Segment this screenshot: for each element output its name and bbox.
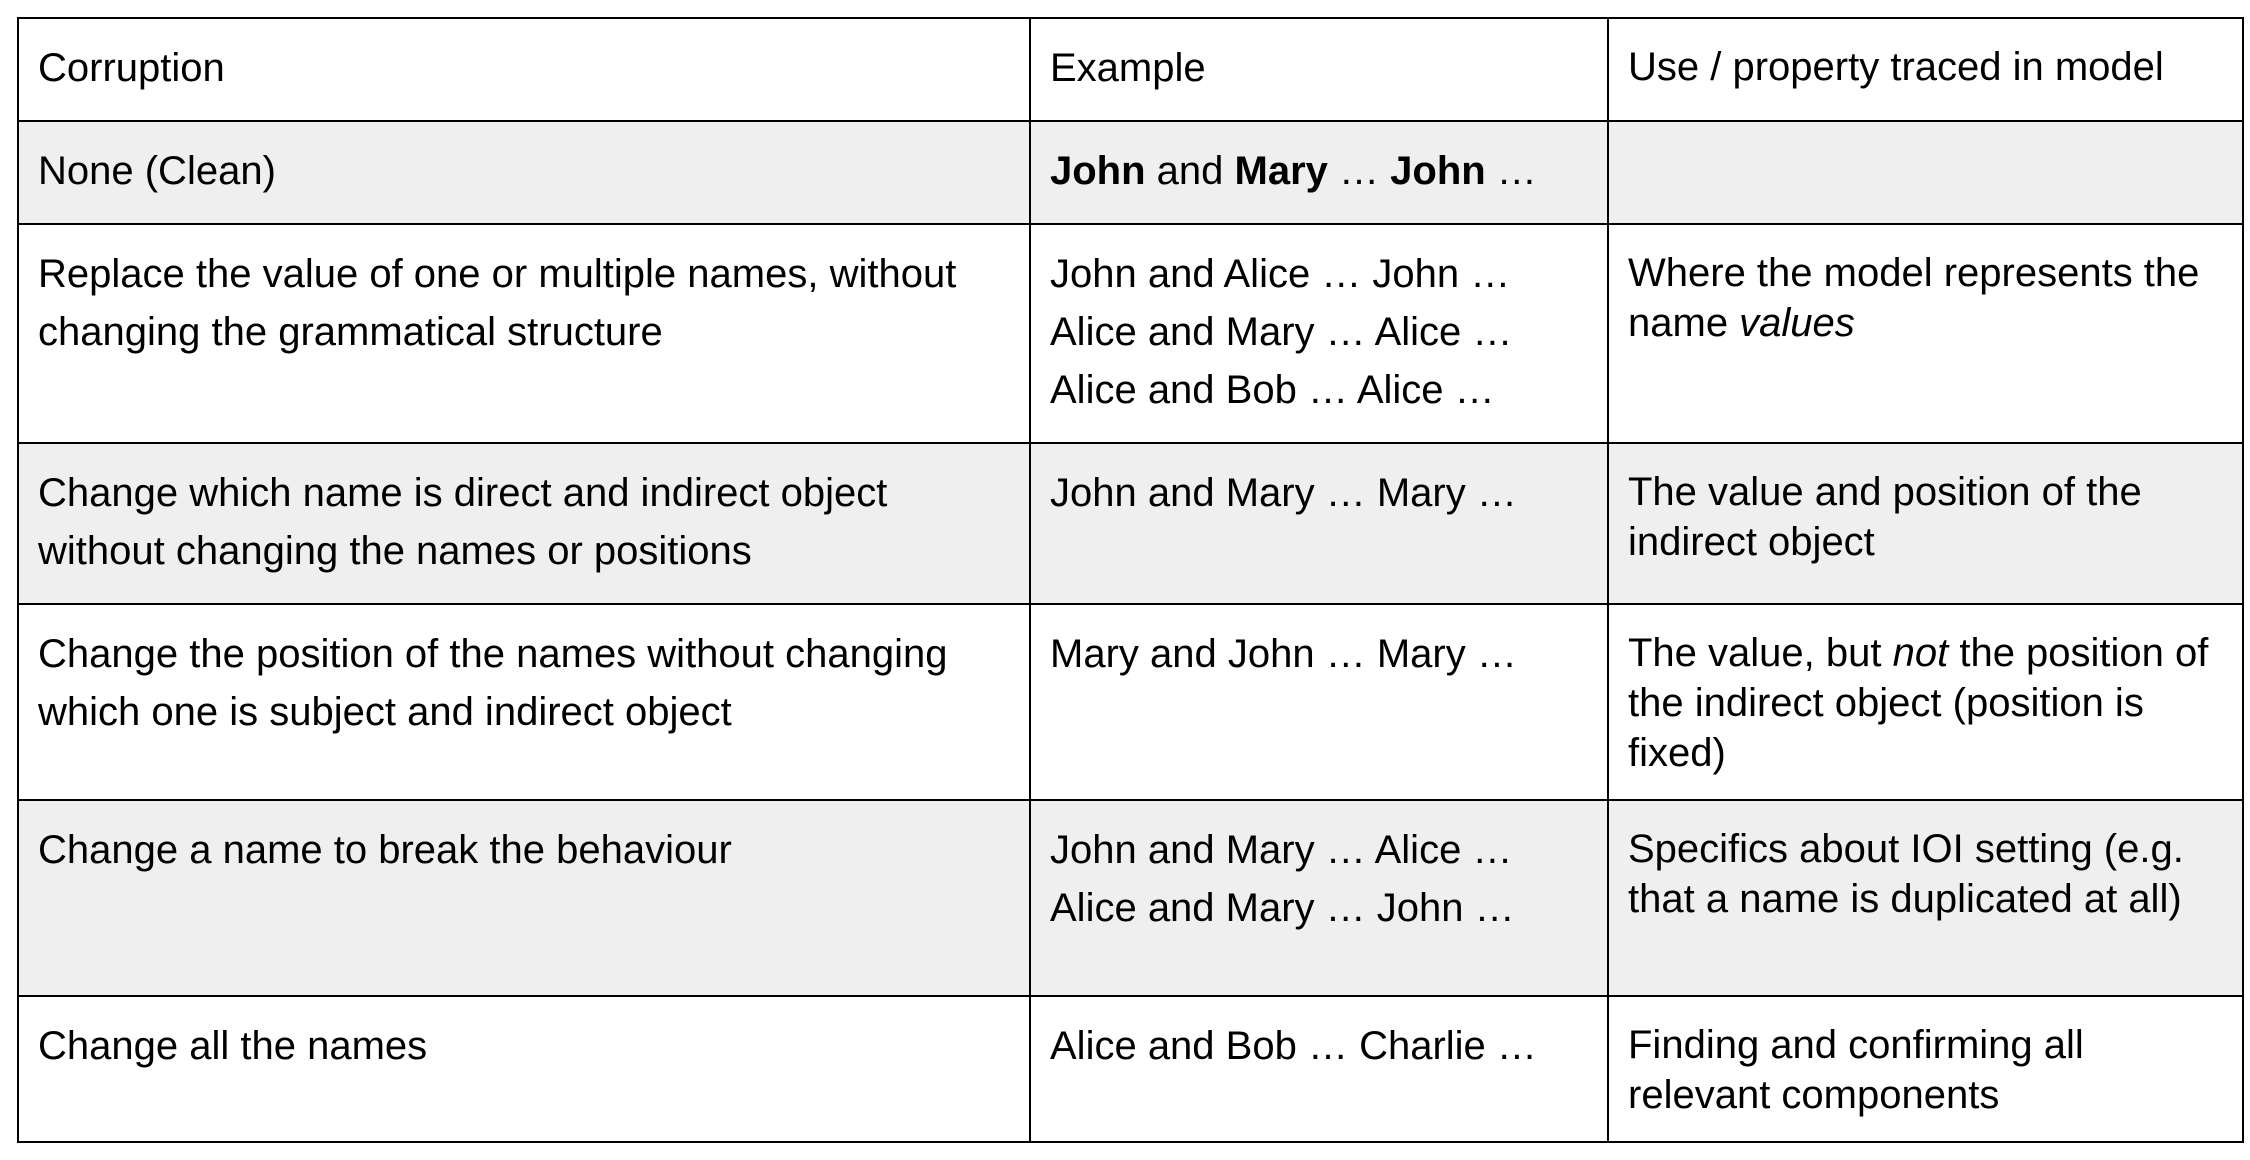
use-cell xyxy=(1608,224,2243,443)
example-name-bold: Mary xyxy=(1234,149,1328,193)
use-text: The value, but xyxy=(1628,631,1893,675)
example-line: Mary and John … Mary … xyxy=(1050,632,1517,676)
corruption-cell: Change a name to break the behaviour xyxy=(18,800,1030,996)
header-example: Example xyxy=(1030,18,1608,121)
example-line: John and Mary … Alice … xyxy=(1050,828,1513,872)
example-cell xyxy=(1030,443,1608,604)
example-line: John and Alice … John … xyxy=(1050,252,1511,296)
example-text: … xyxy=(1485,149,1537,193)
example-name-bold: John xyxy=(1390,149,1486,193)
example-cell xyxy=(1030,604,1608,800)
table-row xyxy=(18,996,2243,1142)
use-cell: The value and position of the indirect object xyxy=(1608,443,2243,604)
corruption-table-container xyxy=(17,17,2242,1143)
table-header-row xyxy=(18,18,2243,121)
example-line: Alice and Bob … Charlie … xyxy=(1050,1024,1537,1068)
use-text: the position of the indirect object (position is fixed) xyxy=(1628,631,2209,775)
example-text: and xyxy=(1145,149,1235,193)
table-row xyxy=(18,800,2243,996)
example-line: Alice and Bob … Alice … xyxy=(1050,368,1495,412)
use-cell xyxy=(1608,121,2243,224)
table-row xyxy=(18,224,2243,443)
use-emphasis: not xyxy=(1892,631,1949,675)
use-cell: Specifics about IOI setting (e.g. that a name is duplicated at all) xyxy=(1608,800,2243,996)
header-use: Use / property traced in model xyxy=(1608,18,2243,121)
use-emphasis: values xyxy=(1739,301,1855,345)
table-row xyxy=(18,121,2243,224)
example-line: Alice and Mary … John … xyxy=(1050,886,1515,930)
corruption-cell: Replace the value of one or multiple names, without changing the grammatical structure xyxy=(18,224,1030,443)
corruption-cell: Change all the names xyxy=(18,996,1030,1142)
example-cell xyxy=(1030,800,1608,996)
example-cell xyxy=(1030,121,1608,224)
corruption-table xyxy=(17,17,2244,1143)
use-text: Where the model represents the name xyxy=(1628,251,2200,345)
table-row xyxy=(18,604,2243,800)
header-corruption: Corruption xyxy=(18,18,1030,121)
example-name-bold: John xyxy=(1050,149,1146,193)
example-line: Alice and Mary … Alice … xyxy=(1050,310,1513,354)
corruption-cell: None (Clean) xyxy=(18,121,1030,224)
example-cell xyxy=(1030,224,1608,443)
example-cell xyxy=(1030,996,1608,1142)
corruption-cell: Change the position of the names without changing which one is subject and indirect object xyxy=(18,604,1030,800)
corruption-cell: Change which name is direct and indirect object without changing the names or positions xyxy=(18,443,1030,604)
table-row xyxy=(18,443,2243,604)
use-cell xyxy=(1608,604,2243,800)
example-text: … xyxy=(1327,149,1391,193)
example-line: John and Mary … Mary … xyxy=(1050,471,1517,515)
use-cell: Finding and confirming all relevant components xyxy=(1608,996,2243,1142)
